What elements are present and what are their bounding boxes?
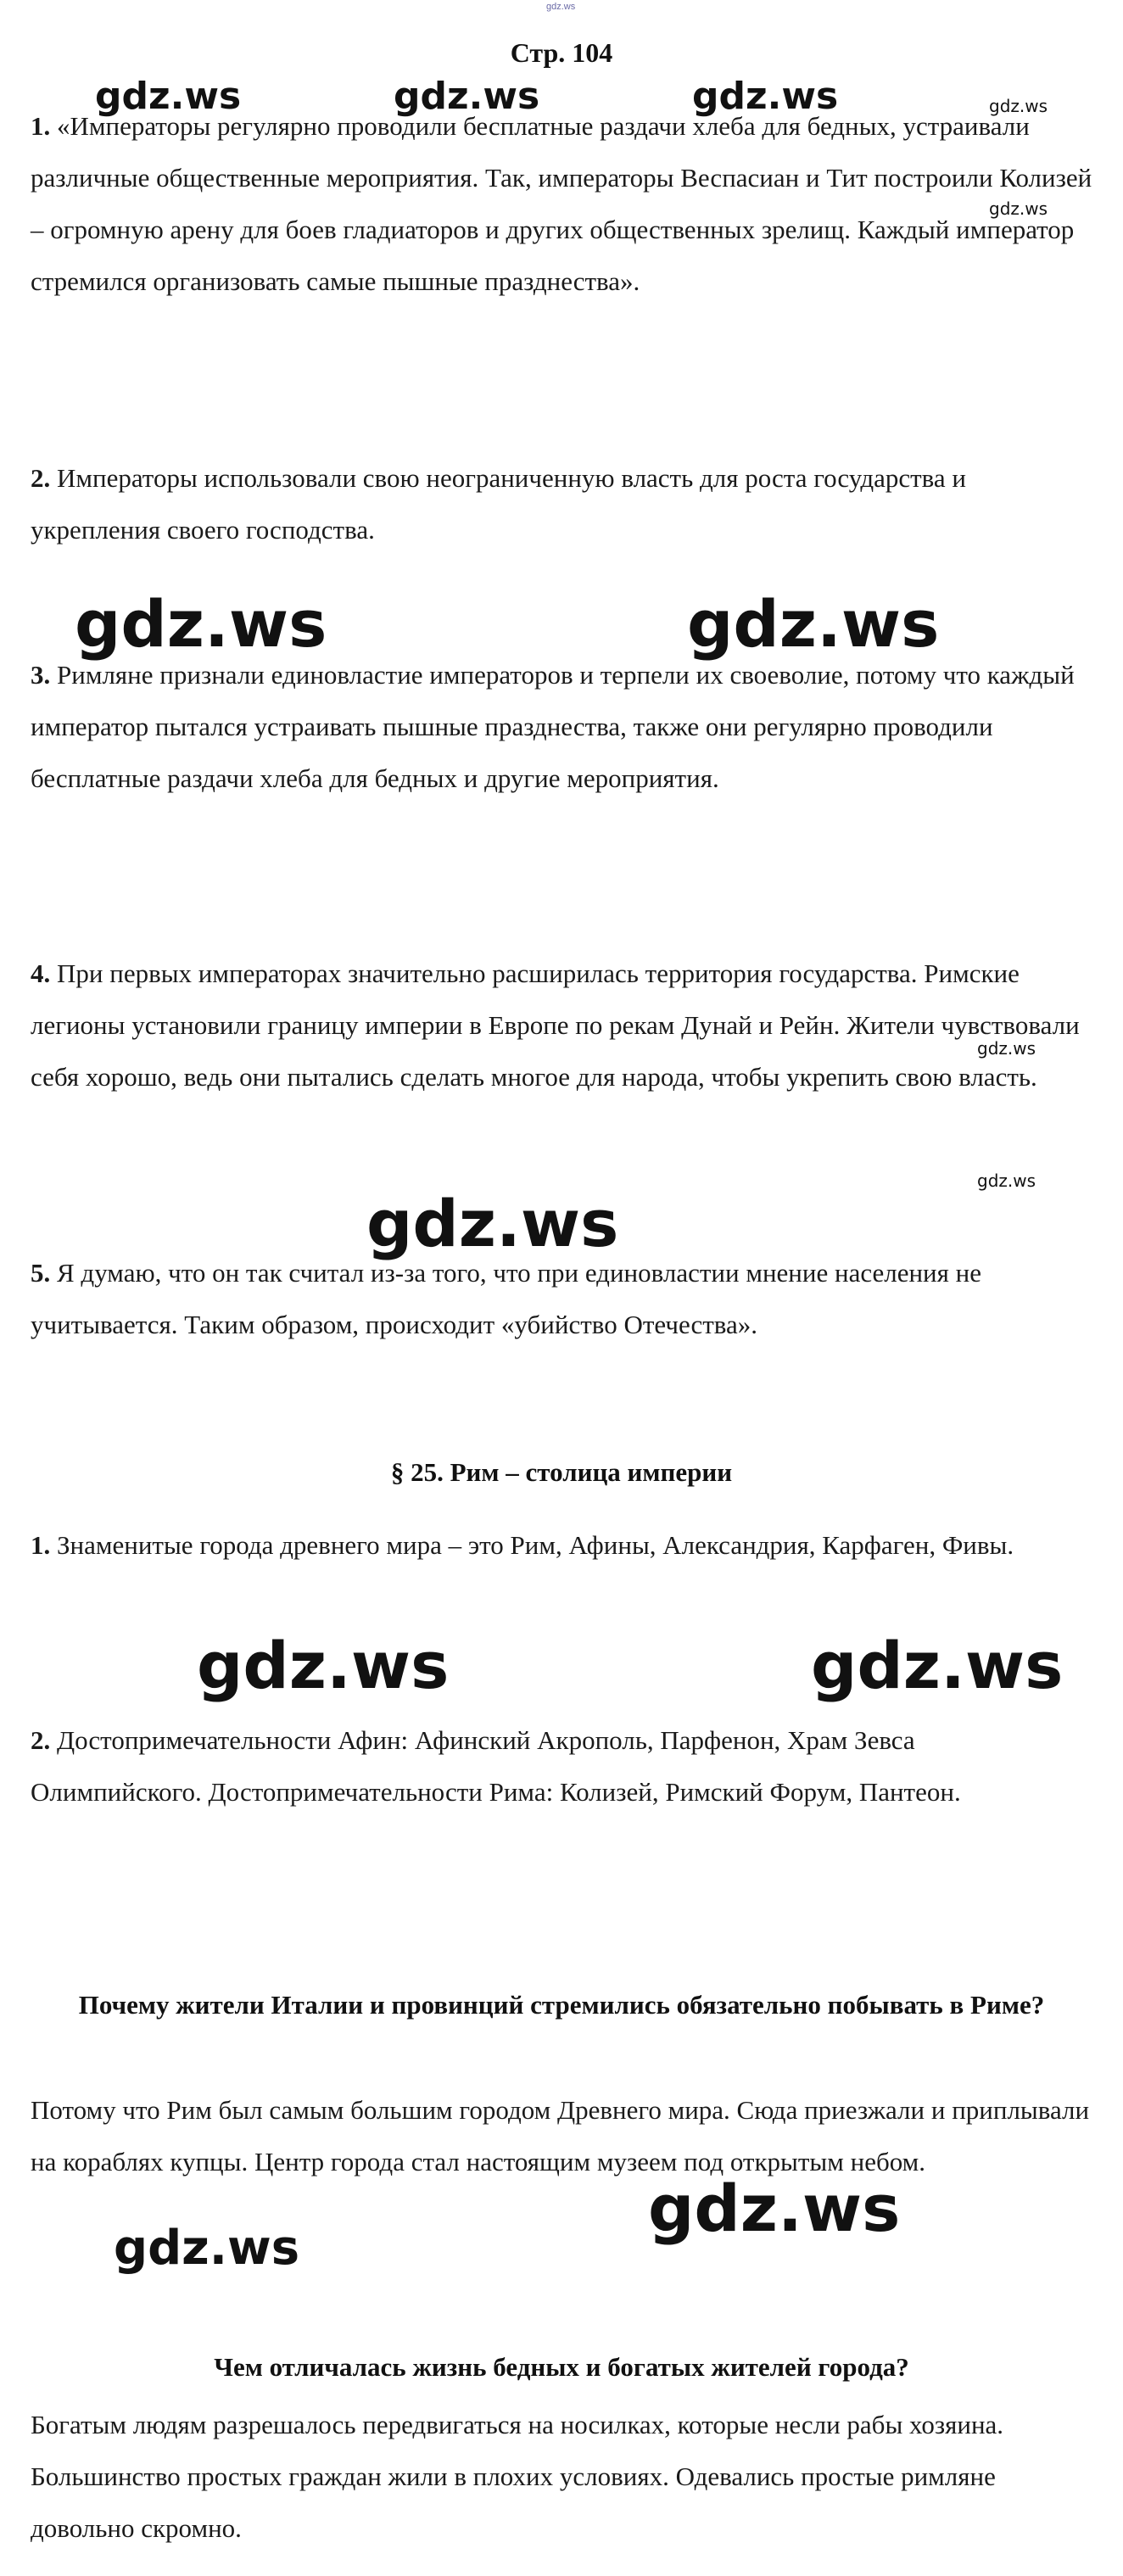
watermark: gdz.ws: [692, 75, 839, 118]
answer-text: Достопримечательности Афин: Афинский Акрополь, Парфенон, Храм Зевса Олимпийского. Достопримечательности Рима: Колизей, Римский Форум, Пантеон.: [31, 1725, 961, 1807]
watermark: gdz.ws: [989, 96, 1048, 116]
watermark: gdz.ws: [989, 198, 1048, 219]
section-answer-1: [31, 1519, 1092, 1571]
question-heading-1: Почему жители Италии и провинций стремились обязательно побывать в Риме?: [78, 1990, 1045, 2020]
question-heading-2: Чем отличалась жизнь бедных и богатых жителей города?: [214, 2352, 909, 2382]
watermark: gdz.ws: [95, 75, 242, 118]
question-answer-2: Богатым людям разрешалось передвигаться на носилках, которые несли рабы хозяина. Большинство простых граждан жили в плохих условиях. Одевались простые римляне довольно скромно.: [31, 2410, 1004, 2543]
watermark: gdz.ws: [75, 586, 327, 662]
answer-2: [31, 452, 1092, 556]
answer-number: 1.: [31, 1530, 51, 1560]
answer-number: 2.: [31, 1725, 51, 1755]
answer-number: 5.: [31, 1258, 51, 1288]
watermark: gdz.ws: [366, 1186, 619, 1261]
section-answer-2: [31, 1714, 1092, 1818]
answer-text: Я думаю, что он так считал из-за того, что при единовластии мнение населения не учитывается. Таким образом, происходит «убийство Отечества».: [31, 1258, 981, 1339]
answer-3: [31, 649, 1092, 804]
watermark: gdz.ws: [977, 1038, 1036, 1059]
answer-number: 2.: [31, 463, 51, 493]
watermark: gdz.ws: [197, 1628, 450, 1703]
top-watermark: gdz.ws: [546, 2, 576, 12]
page-title: Стр. 104: [510, 37, 613, 68]
watermark: gdz.ws: [687, 586, 940, 662]
answer-5: [31, 1247, 1092, 1350]
answer-text: Римляне признали единовластие императоров и терпели их своеволие, потому что каждый император пытался устраивать пышные празднества, также они регулярно проводили бесплатные раздачи хлеба для бедных и другие мероприятия.: [31, 660, 1075, 793]
answer-text: «Императоры регулярно проводили бесплатные раздачи хлеба для бедных, устраивали различные общественные мероприятия. Так, императоры Веспасиан и Тит построили Колизей – огромную арену для боев гладиаторов и других общественных зрелищ. Каждый император стремился организовать самые пышные празднества».: [31, 111, 1092, 296]
watermark: gdz.ws: [114, 2221, 300, 2276]
watermark: gdz.ws: [977, 1171, 1036, 1191]
watermark: gdz.ws: [811, 1628, 1064, 1703]
watermark: gdz.ws: [394, 75, 540, 118]
watermark: gdz.ws: [648, 2171, 901, 2246]
answer-4: [31, 947, 1092, 1103]
answer-text: При первых императорах значительно расширилась территория государства. Римские легионы установили границу империи в Европе по рекам Дунай и Рейн. Жители чувствовали себя хорошо, ведь они пытались сделать многое для народа, чтобы укрепить свою власть.: [31, 958, 1080, 1092]
answer-text: Знаменитые города древнего мира – это Рим, Афины, Александрия, Карфаген, Фивы.: [57, 1530, 1014, 1560]
answer-text: Императоры использовали свою неограниченную власть для роста государства и укрепления своего господства.: [31, 463, 966, 545]
answer-number: 1.: [31, 111, 51, 141]
answer-number: 3.: [31, 660, 51, 690]
answer-number: 4.: [31, 958, 51, 988]
question-answer-1: Потому что Рим был самым большим городом Древнего мира. Сюда приезжали и приплывали на кораблях купцы. Центр города стал настоящим музеем под открытым небом.: [31, 2095, 1090, 2176]
section-title: § 25. Рим – столица империи: [390, 1457, 733, 1487]
